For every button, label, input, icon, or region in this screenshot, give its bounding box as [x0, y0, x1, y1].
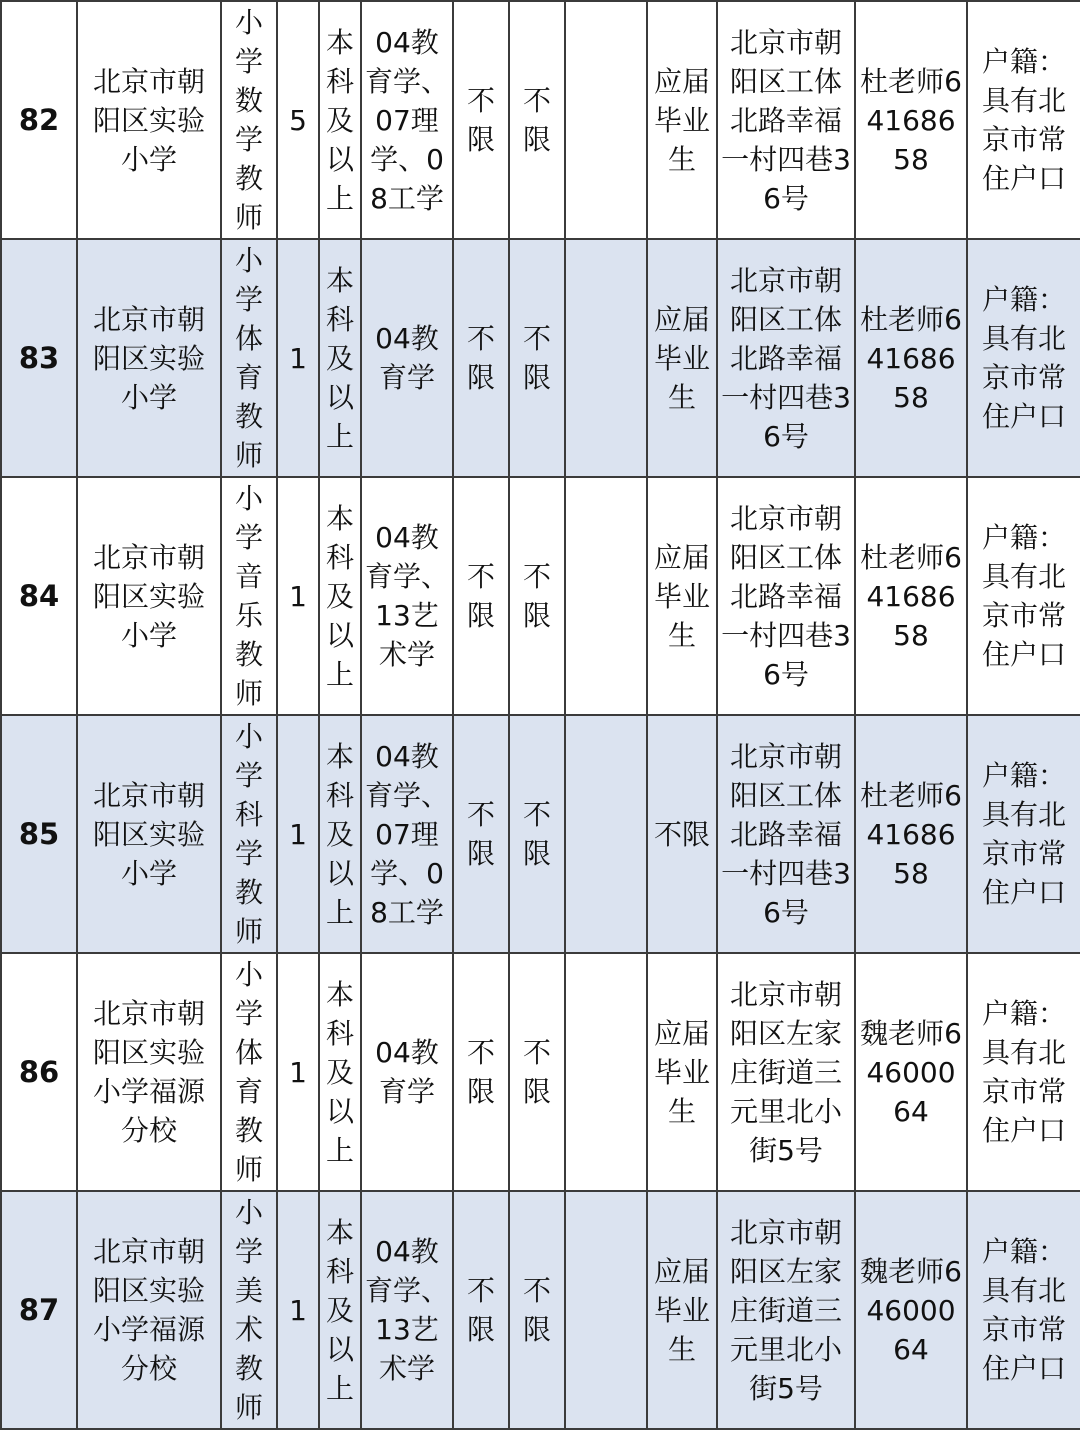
cell-row-number: 87	[1, 1191, 77, 1429]
cell-contact: 杜老师64168658	[855, 715, 967, 953]
table-row	[1, 953, 1080, 1191]
cell-contact: 魏老师64600064	[855, 953, 967, 1191]
cell-headcount: 5	[277, 1, 319, 239]
table-row	[1, 1191, 1080, 1429]
cell-hiring-unit: 北京市朝阳区实验小学	[77, 477, 221, 715]
cell-row-number: 84	[1, 477, 77, 715]
table-body	[1, 1, 1080, 1429]
cell-degree: 不限	[453, 953, 509, 1191]
cell-blank	[565, 1, 647, 239]
table-row	[1, 477, 1080, 715]
cell-degree: 不限	[453, 239, 509, 477]
cell-candidate-source: 应届毕业生	[647, 477, 717, 715]
cell-blank	[565, 477, 647, 715]
cell-contact: 杜老师64168658	[855, 239, 967, 477]
cell-blank	[565, 1191, 647, 1429]
cell-education: 本科及以上	[319, 953, 361, 1191]
cell-other-requirements: 户籍：具有北京市常住户口	[967, 1191, 1080, 1429]
cell-blank	[565, 953, 647, 1191]
cell-contact: 杜老师64168658	[855, 477, 967, 715]
cell-major: 04教育学、07理学、08工学	[361, 715, 453, 953]
cell-degree: 不限	[453, 715, 509, 953]
cell-major: 04教育学	[361, 239, 453, 477]
cell-requirement: 不限	[509, 715, 565, 953]
cell-position-name: 小学体育教师	[221, 953, 277, 1191]
cell-candidate-source: 应届毕业生	[647, 1191, 717, 1429]
cell-headcount: 1	[277, 715, 319, 953]
table-row	[1, 715, 1080, 953]
cell-requirement: 不限	[509, 953, 565, 1191]
cell-headcount: 1	[277, 953, 319, 1191]
cell-education: 本科及以上	[319, 477, 361, 715]
cell-major: 04教育学	[361, 953, 453, 1191]
cell-degree: 不限	[453, 1, 509, 239]
cell-education: 本科及以上	[319, 1191, 361, 1429]
cell-address: 北京市朝阳区左家庄街道三元里北小街5号	[717, 1191, 855, 1429]
cell-candidate-source: 应届毕业生	[647, 239, 717, 477]
cell-row-number: 85	[1, 715, 77, 953]
cell-requirement: 不限	[509, 239, 565, 477]
cell-hiring-unit: 北京市朝阳区实验小学福源分校	[77, 1191, 221, 1429]
cell-other-requirements: 户籍：具有北京市常住户口	[967, 953, 1080, 1191]
cell-position-name: 小学科学教师	[221, 715, 277, 953]
cell-other-requirements: 户籍：具有北京市常住户口	[967, 715, 1080, 953]
cell-position-name: 小学数学教师	[221, 1, 277, 239]
cell-blank	[565, 715, 647, 953]
cell-major: 04教育学、07理学、08工学	[361, 1, 453, 239]
cell-other-requirements: 户籍：具有北京市常住户口	[967, 477, 1080, 715]
cell-contact: 杜老师64168658	[855, 1, 967, 239]
cell-hiring-unit: 北京市朝阳区实验小学	[77, 239, 221, 477]
cell-education: 本科及以上	[319, 1, 361, 239]
cell-degree: 不限	[453, 1191, 509, 1429]
table-row	[1, 1, 1080, 239]
cell-address: 北京市朝阳区工体北路幸福一村四巷36号	[717, 239, 855, 477]
cell-position-name: 小学音乐教师	[221, 477, 277, 715]
cell-headcount: 1	[277, 477, 319, 715]
cell-other-requirements: 户籍：具有北京市常住户口	[967, 239, 1080, 477]
cell-major: 04教育学、13艺术学	[361, 477, 453, 715]
cell-headcount: 1	[277, 1191, 319, 1429]
cell-row-number: 82	[1, 1, 77, 239]
cell-address: 北京市朝阳区工体北路幸福一村四巷36号	[717, 1, 855, 239]
cell-other-requirements: 户籍：具有北京市常住户口	[967, 1, 1080, 239]
cell-blank	[565, 239, 647, 477]
cell-education: 本科及以上	[319, 239, 361, 477]
cell-hiring-unit: 北京市朝阳区实验小学	[77, 1, 221, 239]
cell-address: 北京市朝阳区工体北路幸福一村四巷36号	[717, 477, 855, 715]
cell-education: 本科及以上	[319, 715, 361, 953]
cell-address: 北京市朝阳区左家庄街道三元里北小街5号	[717, 953, 855, 1191]
cell-contact: 魏老师64600064	[855, 1191, 967, 1429]
cell-position-name: 小学体育教师	[221, 239, 277, 477]
cell-candidate-source: 不限	[647, 715, 717, 953]
cell-requirement: 不限	[509, 477, 565, 715]
cell-row-number: 83	[1, 239, 77, 477]
table-row	[1, 239, 1080, 477]
cell-hiring-unit: 北京市朝阳区实验小学福源分校	[77, 953, 221, 1191]
cell-major: 04教育学、13艺术学	[361, 1191, 453, 1429]
cell-candidate-source: 应届毕业生	[647, 1, 717, 239]
cell-headcount: 1	[277, 239, 319, 477]
cell-row-number: 86	[1, 953, 77, 1191]
cell-address: 北京市朝阳区工体北路幸福一村四巷36号	[717, 715, 855, 953]
cell-requirement: 不限	[509, 1191, 565, 1429]
cell-position-name: 小学美术教师	[221, 1191, 277, 1429]
cell-candidate-source: 应届毕业生	[647, 953, 717, 1191]
cell-degree: 不限	[453, 477, 509, 715]
cell-hiring-unit: 北京市朝阳区实验小学	[77, 715, 221, 953]
cell-requirement: 不限	[509, 1, 565, 239]
